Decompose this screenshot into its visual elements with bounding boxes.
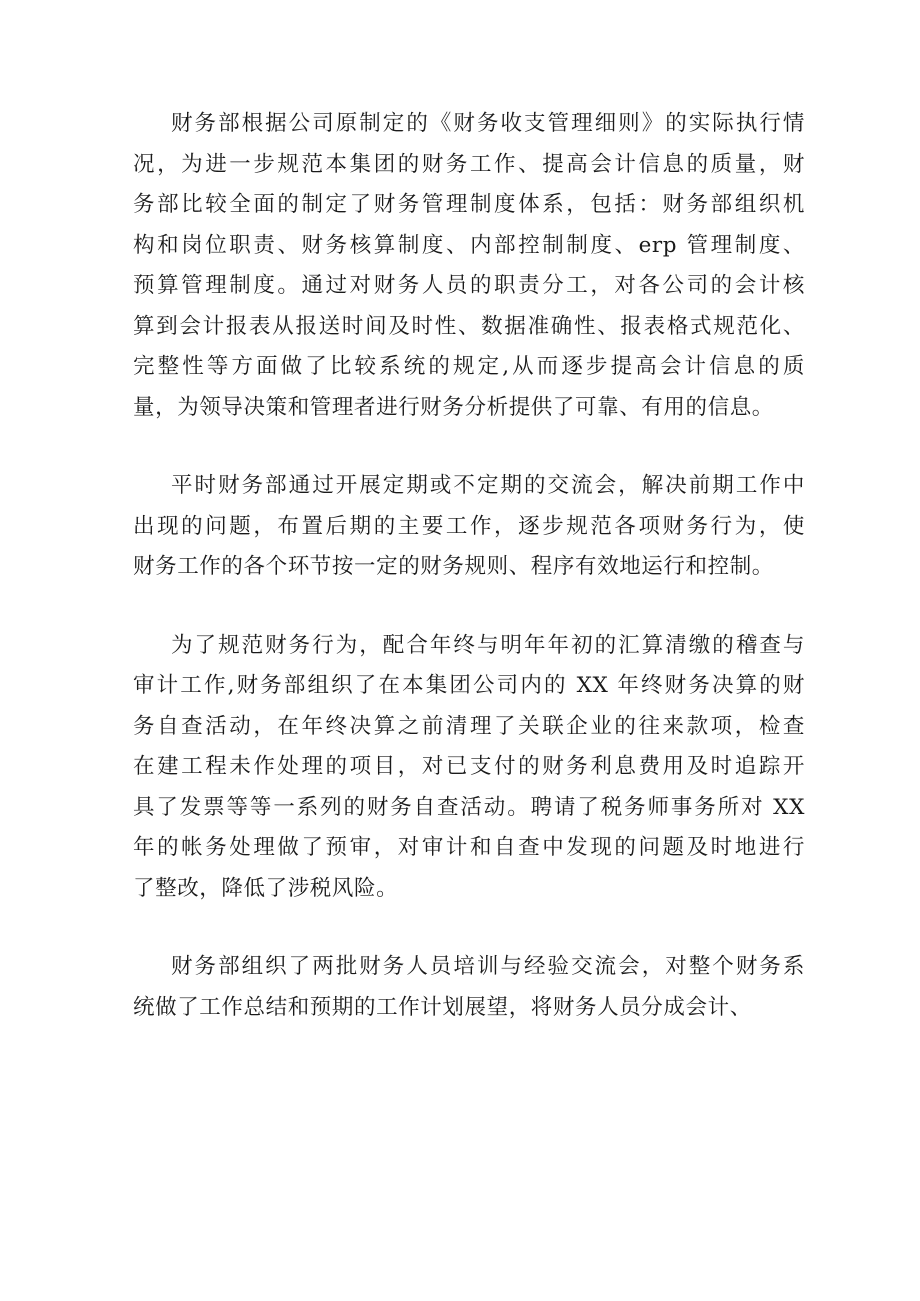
text-line: 年的帐务处理做了预审，对审计和自查中发现的问题及时地进行: [133, 835, 805, 860]
text-line: 了整改，降低了涉税风险。: [133, 875, 399, 901]
text-line: 审计工作,财务部组织了在本集团公司内的 XX 年终财务决算的财: [133, 673, 805, 698]
text-line: 算到会计报表从报送时间及时性、数据准确性、报表格式规范化、: [133, 313, 805, 339]
text-line: 财务部根据公司原制定的《财务收支管理细则》的实际执行情: [171, 111, 805, 136]
text-line: 具了发票等等一系列的财务自查活动。聘请了税务师事务所对 XX: [133, 794, 805, 820]
document-body: [133, 104, 805, 1028]
text-line: 在建工程未作处理的项目，对已支付的财务利息费用及时追踪开: [133, 754, 805, 779]
paragraph-training: [133, 947, 805, 1028]
text-line: 务部比较全面的制定了财务管理制度体系，包括：财务部组织机: [133, 192, 805, 217]
text-line: 况，为进一步规范本集团的财务工作、提高会计信息的质量，财: [133, 151, 805, 177]
text-line: 出现的问题，布置后期的主要工作，逐步规范各项财务行为，使: [133, 513, 805, 539]
paragraph-self-audit: [133, 626, 805, 910]
text-line: 务自查活动，在年终决算之前清理了关联企业的往来款项，检查: [133, 713, 805, 739]
paragraph-spacer: [133, 428, 805, 466]
paragraph-regular-meetings: [133, 466, 805, 588]
text-line: 财务部组织了两批财务人员培训与经验交流会，对整个财务系: [171, 954, 805, 979]
text-line: 为了规范财务行为，配合年终与明年年初的汇算清缴的稽查与: [171, 632, 805, 658]
text-line: 构和岗位职责、财务核算制度、内部控制制度、erp 管理制度、: [133, 232, 805, 258]
text-line: 平时财务部通过开展定期或不定期的交流会，解决前期工作中: [171, 473, 805, 498]
text-line: 完整性等方面做了比较系统的规定,从而逐步提高会计信息的质: [133, 354, 805, 379]
paragraph-financial-system: [133, 104, 805, 428]
paragraph-spacer: [133, 909, 805, 947]
text-line: 统做了工作总结和预期的工作计划展望，将财务人员分成会计、: [133, 994, 752, 1020]
text-line: 量，为领导决策和管理者进行财务分析提供了可靠、有用的信息。: [133, 394, 774, 420]
text-line: 财务工作的各个环节按一定的财务规则、程序有效地运行和控制。: [133, 554, 774, 579]
text-line: 预算管理制度。通过对财务人员的职责分工，对各公司的会计核: [133, 273, 805, 298]
paragraph-spacer: [133, 588, 805, 626]
